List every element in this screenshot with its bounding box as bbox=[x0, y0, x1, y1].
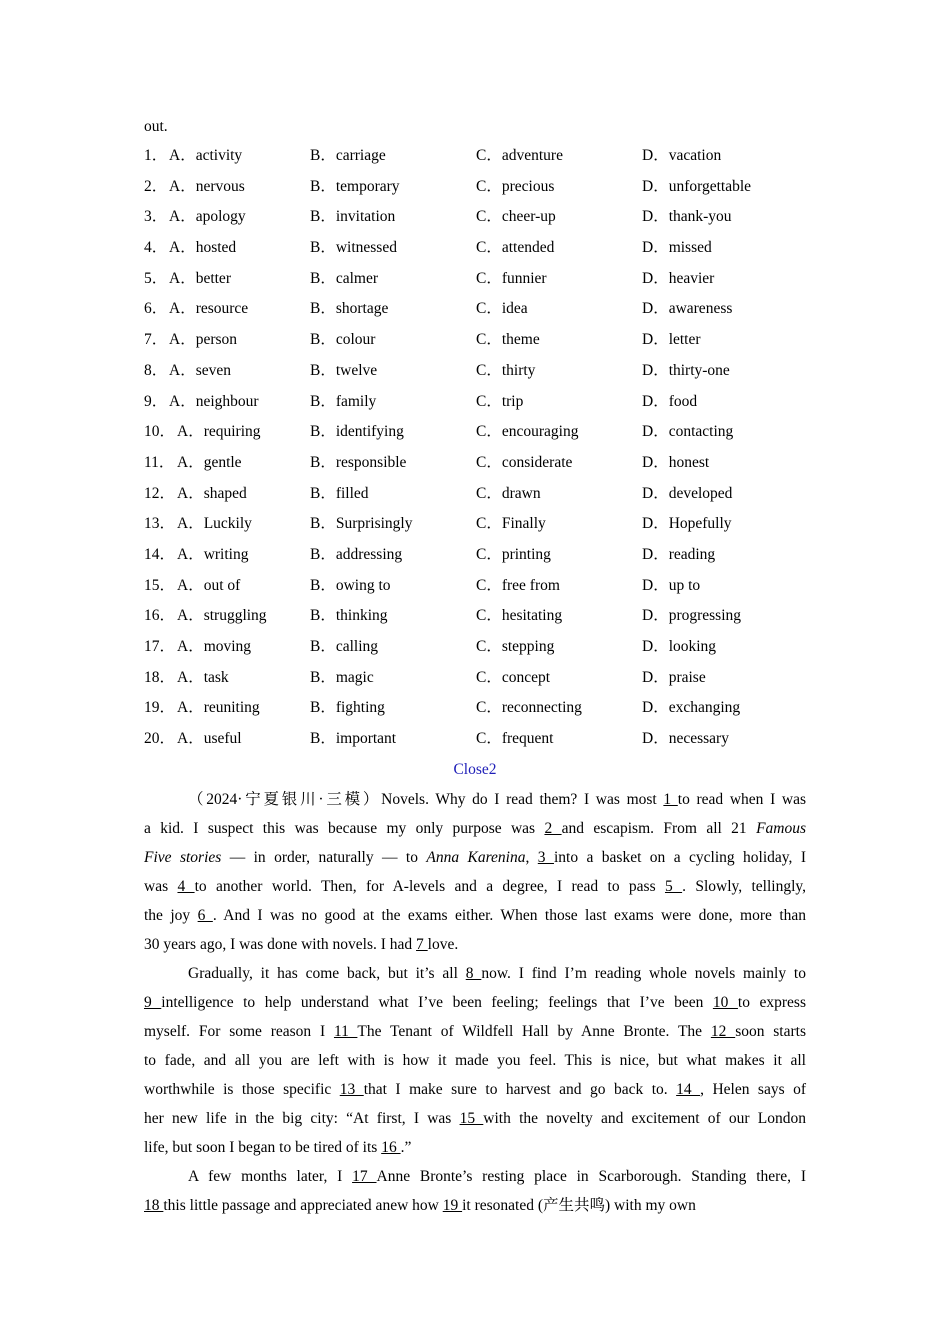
option-b: B．family bbox=[310, 392, 377, 410]
option-c: C．trip bbox=[476, 392, 524, 410]
question-number: 3． bbox=[144, 208, 168, 226]
question-options-row bbox=[144, 417, 806, 448]
option-c: C．reconnecting bbox=[476, 699, 582, 717]
answer-options-list bbox=[144, 141, 806, 755]
answer-blank: 7 bbox=[416, 935, 428, 953]
option-d: D．reading bbox=[642, 545, 716, 563]
option-d: D．unforgettable bbox=[642, 177, 752, 195]
answer-blank: 9 bbox=[144, 993, 162, 1011]
question-options-row bbox=[144, 663, 806, 694]
option-d: D．letter bbox=[642, 331, 701, 349]
option-c: C．thirty bbox=[476, 361, 536, 379]
answer-blank: 17 bbox=[352, 1167, 377, 1185]
passage-text: and escapism. From all 21 bbox=[561, 819, 757, 837]
answer-blank: 6 bbox=[197, 906, 213, 924]
option-c: C．precious bbox=[476, 177, 555, 195]
option-b: B．twelve bbox=[310, 361, 378, 379]
option-a: A．requiring bbox=[177, 423, 261, 441]
passage-line bbox=[144, 1133, 806, 1162]
option-d: D．contacting bbox=[642, 423, 734, 441]
option-d: D．heavier bbox=[642, 269, 715, 287]
passage-text: to read when I was bbox=[677, 790, 807, 808]
option-a: A．writing bbox=[177, 545, 249, 563]
option-b: B．owing to bbox=[310, 576, 391, 594]
answer-blank: 18 bbox=[144, 1196, 164, 1214]
option-a: A．activity bbox=[169, 147, 243, 164]
question-options-row bbox=[144, 693, 806, 724]
option-c: C．stepping bbox=[476, 638, 555, 655]
option-c: C．printing bbox=[476, 545, 551, 563]
passage-text: a kid. I suspect this was because my only purpose was bbox=[144, 819, 545, 837]
passage-line bbox=[144, 1104, 806, 1133]
question-options-row bbox=[144, 540, 806, 571]
option-a: A．task bbox=[177, 668, 229, 686]
answer-blank: 14 bbox=[676, 1080, 701, 1098]
passage-line bbox=[144, 872, 806, 901]
question-number: 10． bbox=[144, 423, 176, 441]
option-c: C．Finally bbox=[476, 515, 546, 533]
passage-text: to express bbox=[737, 993, 806, 1011]
option-c: C．encouraging bbox=[476, 423, 579, 441]
option-b: B．calling bbox=[310, 638, 379, 655]
passage-text: soon starts bbox=[735, 1022, 806, 1040]
passage-text: worthwhile is those specific bbox=[144, 1080, 340, 1098]
option-d: D．awareness bbox=[642, 300, 733, 318]
passage-line bbox=[144, 988, 806, 1017]
option-b: B．shortage bbox=[310, 300, 389, 318]
option-a: A．neighbour bbox=[169, 392, 259, 410]
question-number: 12． bbox=[144, 484, 176, 502]
passage-text: life, but soon I began to be tired of its bbox=[144, 1138, 382, 1156]
answer-blank: 15 bbox=[459, 1109, 484, 1127]
question-number: 18． bbox=[144, 668, 176, 686]
option-d: D．vacation bbox=[642, 147, 722, 164]
option-d: D．praise bbox=[642, 668, 706, 686]
option-b: B．addressing bbox=[310, 545, 403, 563]
answer-blank: 1 bbox=[663, 790, 678, 808]
option-b: B．filled bbox=[310, 484, 369, 502]
option-d: D．necessary bbox=[642, 730, 729, 748]
option-b: B．calmer bbox=[310, 269, 379, 287]
cloze-passage bbox=[144, 785, 806, 1220]
passage-text: to fade, and all you are left with is how it made you feel. This is nice, but what makes it all bbox=[144, 1051, 806, 1069]
italic-title: Famous bbox=[756, 819, 807, 837]
question-options-row bbox=[144, 294, 806, 325]
italic-title: Anna Karenina bbox=[426, 848, 526, 866]
option-a: A．Luckily bbox=[177, 515, 252, 533]
answer-blank: 4 bbox=[177, 877, 195, 895]
option-c: C．frequent bbox=[476, 730, 554, 748]
question-number: 1． bbox=[144, 147, 168, 164]
previous-passage-tail: out. bbox=[144, 118, 168, 135]
option-d: D．looking bbox=[642, 638, 717, 655]
option-b: B．colour bbox=[310, 331, 376, 349]
option-a: A．nervous bbox=[169, 177, 245, 195]
passage-line bbox=[144, 1046, 806, 1075]
option-b: B．fighting bbox=[310, 699, 385, 717]
passage-line bbox=[144, 1075, 806, 1104]
option-d: D．progressing bbox=[642, 607, 742, 625]
passage-text: The Tenant of Wildfell Hall by Anne Bronte. The bbox=[357, 1022, 711, 1040]
option-a: A．resource bbox=[169, 300, 249, 318]
passage-line bbox=[144, 959, 806, 988]
option-d: D．developed bbox=[642, 484, 733, 502]
document-page bbox=[144, 112, 806, 1220]
option-c: C．hesitating bbox=[476, 607, 563, 625]
option-b: B．magic bbox=[310, 668, 374, 686]
option-c: C．cheer-up bbox=[476, 208, 556, 226]
option-a: A．seven bbox=[169, 361, 231, 379]
section-title: Close2 bbox=[453, 760, 497, 778]
passage-text: intelligence to help understand what I’ve been feeling; feelings that I’ve been bbox=[161, 993, 713, 1011]
passage-text: Anne Bronte’s resting place in Scarborough. Standing there, I bbox=[376, 1167, 806, 1185]
question-number: 8． bbox=[144, 361, 168, 379]
option-a: A．gentle bbox=[177, 453, 242, 471]
question-options-row bbox=[144, 356, 806, 387]
option-b: B．important bbox=[310, 730, 397, 748]
passage-text: （2024·宁夏银川·三模）Novels. Why do I read them? I was most bbox=[188, 790, 664, 808]
question-options-row bbox=[144, 233, 806, 264]
passage-text: . Slowly, tellingly, bbox=[682, 877, 807, 895]
option-c: C．concept bbox=[476, 668, 551, 686]
question-number: 11． bbox=[144, 453, 175, 471]
option-c: C．funnier bbox=[476, 269, 547, 287]
question-number: 16． bbox=[144, 607, 176, 625]
question-options-row bbox=[144, 387, 806, 418]
question-options-row bbox=[144, 601, 806, 632]
option-b: B．witnessed bbox=[310, 239, 397, 257]
answer-blank: 3 bbox=[537, 848, 554, 866]
passage-line bbox=[144, 1162, 806, 1191]
question-options-row bbox=[144, 325, 806, 356]
passage-text: , bbox=[525, 848, 538, 866]
answer-blank: 19 bbox=[442, 1196, 463, 1214]
italic-title: Five stories bbox=[144, 848, 222, 866]
question-options-row bbox=[144, 509, 806, 540]
option-c: C．theme bbox=[476, 331, 540, 349]
question-options-row bbox=[144, 724, 806, 755]
question-options-row bbox=[144, 172, 806, 203]
passage-text: Gradually, it has come back, but it’s all bbox=[188, 964, 466, 982]
option-a: A．shaped bbox=[177, 484, 247, 502]
question-number: 17． bbox=[144, 638, 176, 655]
passage-text: into a basket on a cycling holiday, I bbox=[553, 848, 806, 866]
option-b: B．responsible bbox=[310, 453, 407, 471]
option-d: D．missed bbox=[642, 239, 712, 257]
passage-text: the joy bbox=[144, 906, 198, 924]
question-number: 13． bbox=[144, 515, 176, 533]
option-a: A．out of bbox=[177, 576, 241, 594]
option-c: C．drawn bbox=[476, 484, 541, 502]
option-c: C．attended bbox=[476, 239, 555, 257]
option-a: A．useful bbox=[177, 730, 242, 748]
passage-paragraph bbox=[144, 785, 806, 959]
option-d: D．food bbox=[642, 392, 698, 410]
question-options-row bbox=[144, 141, 806, 172]
option-b: B．identifying bbox=[310, 423, 404, 441]
passage-text: . And I was no good at the exams either. When those last exams were done, more than bbox=[212, 906, 807, 924]
option-a: A．reuniting bbox=[177, 699, 260, 717]
option-c: C．idea bbox=[476, 300, 528, 318]
question-number: 15． bbox=[144, 576, 176, 594]
passage-line bbox=[144, 1017, 806, 1046]
option-b: B．temporary bbox=[310, 177, 400, 195]
option-d: D．thank-you bbox=[642, 208, 732, 226]
question-number: 6． bbox=[144, 300, 168, 318]
passage-line bbox=[144, 1191, 806, 1220]
passage-text: A few months later, I bbox=[188, 1167, 353, 1185]
question-options-row bbox=[144, 202, 806, 233]
question-number: 5． bbox=[144, 269, 168, 287]
question-options-row bbox=[144, 571, 806, 602]
passage-text: to another world. Then, for A-levels and a degree, I read to pass bbox=[194, 877, 665, 895]
option-a: A．better bbox=[169, 269, 231, 287]
option-a: A．moving bbox=[177, 638, 252, 655]
question-number: 9． bbox=[144, 392, 168, 410]
question-number: 4． bbox=[144, 239, 168, 257]
passage-text: her new life in the big city: “At first, I was bbox=[144, 1109, 460, 1127]
question-options-row bbox=[144, 264, 806, 295]
question-number: 19． bbox=[144, 699, 176, 717]
passage-text: 30 years ago, I was done with novels. I had bbox=[144, 935, 417, 953]
option-a: A．apology bbox=[169, 208, 246, 226]
option-d: D．up to bbox=[642, 576, 701, 594]
question-number: 2． bbox=[144, 177, 168, 195]
passage-text: with the novelty and excitement of our London bbox=[483, 1109, 807, 1127]
option-c: C．adventure bbox=[476, 147, 563, 164]
passage-text: — in order, naturally — to bbox=[221, 848, 427, 866]
passage-line bbox=[144, 814, 806, 843]
passage-line bbox=[144, 785, 806, 814]
answer-blank: 13 bbox=[339, 1080, 364, 1098]
answer-blank: 10 bbox=[712, 993, 738, 1011]
passage-paragraph bbox=[144, 1162, 806, 1220]
question-options-row bbox=[144, 448, 806, 479]
question-number: 7． bbox=[144, 331, 168, 349]
passage-text: love. bbox=[427, 935, 459, 953]
option-a: A．struggling bbox=[177, 607, 267, 625]
option-b: B．carriage bbox=[310, 147, 386, 164]
passage-text: now. I find I’m reading whole novels mainly to bbox=[481, 964, 806, 982]
passage-text: that I make sure to harvest and go back to. bbox=[363, 1080, 677, 1098]
passage-line bbox=[144, 901, 806, 930]
option-b: B．invitation bbox=[310, 208, 396, 226]
passage-text: was bbox=[144, 877, 178, 895]
option-c: C．free from bbox=[476, 576, 560, 594]
answer-blank: 16 bbox=[381, 1138, 401, 1156]
answer-blank: 11 bbox=[333, 1022, 358, 1040]
option-d: D．thirty-one bbox=[642, 361, 730, 379]
passage-text: , Helen says of bbox=[700, 1080, 807, 1098]
option-d: D．Hopefully bbox=[642, 515, 732, 533]
option-a: A．hosted bbox=[169, 239, 237, 257]
answer-blank: 12 bbox=[710, 1022, 736, 1040]
passage-text: myself. For some reason I bbox=[144, 1022, 334, 1040]
option-b: B．Surprisingly bbox=[310, 515, 413, 533]
passage-text: .” bbox=[400, 1138, 412, 1156]
question-number: 14． bbox=[144, 545, 176, 563]
option-c: C．considerate bbox=[476, 453, 573, 471]
option-d: D．exchanging bbox=[642, 699, 741, 717]
answer-blank: 2 bbox=[544, 819, 562, 837]
passage-text: it resonated (产生共鸣) with my own bbox=[462, 1196, 696, 1214]
option-a: A．person bbox=[169, 331, 238, 349]
option-b: B．thinking bbox=[310, 607, 388, 625]
question-number: 20． bbox=[144, 730, 176, 748]
answer-blank: 5 bbox=[664, 877, 683, 895]
option-d: D．honest bbox=[642, 453, 710, 471]
answer-blank: 8 bbox=[465, 964, 482, 982]
passage-paragraph bbox=[144, 959, 806, 1162]
passage-line bbox=[144, 930, 806, 959]
passage-line bbox=[144, 843, 806, 872]
passage-text: this little passage and appreciated anew how bbox=[163, 1196, 443, 1214]
question-options-row bbox=[144, 479, 806, 510]
question-options-row bbox=[144, 632, 806, 663]
